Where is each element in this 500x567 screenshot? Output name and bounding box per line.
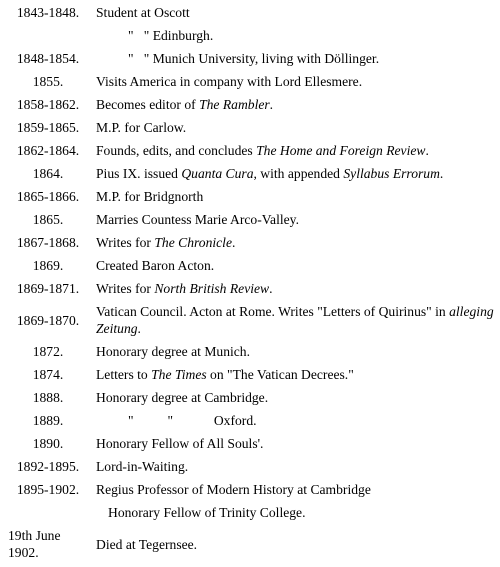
date-cell (0, 501, 96, 524)
table-row (0, 162, 500, 185)
event-cell (96, 47, 500, 70)
event-cell: Honorary degree at Cambridge. (96, 390, 269, 405)
event-text: Vatican Council. Acton at Rome. Writes "Letters of Quirinus" in (96, 304, 450, 319)
table-row (0, 70, 500, 93)
table-row (0, 139, 500, 162)
event-italic: The Chronicle (154, 235, 232, 250)
event-text: . (137, 321, 141, 336)
event-cell (96, 501, 500, 524)
event-cell: Created Baron Acton. (96, 258, 215, 273)
event-cell: Died at Tegernsee. (96, 536, 198, 552)
table-row (0, 363, 500, 386)
event-cell (96, 231, 500, 254)
event-cell: Student at Oscott (96, 4, 190, 20)
date-cell: 19th June 1902. (8, 528, 61, 560)
date-cell: 1848-1854. (16, 51, 80, 66)
date-cell: 1865. (32, 212, 64, 227)
date-cell: 1843-1848. (16, 4, 80, 20)
table-row (0, 300, 500, 340)
event-cell: Honorary Fellow of All Souls'. (96, 436, 264, 451)
table-row (0, 231, 500, 254)
date-cell: 1869-1871. (16, 281, 80, 296)
event-text: Writes for (96, 235, 155, 250)
event-text: . (439, 166, 444, 181)
date-cell: 1874. (32, 367, 64, 382)
date-cell: 1890. (32, 436, 64, 451)
event-italic: Quanta Cura (181, 166, 254, 181)
event-cell (96, 24, 500, 47)
table-row (0, 24, 500, 47)
table-row (0, 47, 500, 70)
event-text: Honorary Fellow of Trinity College. (108, 505, 306, 520)
table-row (0, 455, 500, 478)
date-cell: 1864. (32, 166, 64, 181)
date-cell: 1869-1870. (16, 312, 80, 328)
table-row (0, 254, 500, 277)
table-row (0, 501, 500, 524)
event-italic: The Rambler (199, 97, 270, 112)
date-cell: 1867-1868. (16, 235, 80, 250)
event-cell: M.P. for Bridgnorth (96, 189, 204, 204)
event-cell (96, 300, 500, 340)
event-text: " " Munich University, living with Döllinger. (128, 51, 380, 66)
event-text: Becomes editor of (96, 97, 200, 112)
date-cell (0, 24, 96, 47)
event-text: . (425, 143, 429, 158)
table-row (0, 93, 500, 116)
date-cell: 1889. (32, 413, 64, 428)
table-row (0, 185, 500, 208)
table-row (0, 0, 500, 24)
event-italic: North British Review (154, 281, 270, 296)
event-text: , with appended (253, 166, 344, 181)
table-row (0, 409, 500, 432)
date-cell: 1865-1866. (16, 189, 80, 204)
event-italic: Syllabus Errorum (343, 166, 440, 181)
table-row (0, 208, 500, 231)
event-cell (96, 409, 500, 432)
table-row (0, 524, 500, 564)
date-cell: 1862-1864. (16, 143, 80, 158)
event-cell: Marries Countess Marie Arco-Valley. (96, 212, 299, 227)
date-cell: 1858-1862. (16, 97, 80, 112)
event-text: . (269, 97, 274, 112)
date-cell: 1859-1865. (16, 120, 80, 135)
event-text: Founds, edits, and concludes (96, 143, 257, 158)
event-cell: M.P. for Carlow. (96, 120, 187, 135)
date-cell: 1895-1902. (16, 482, 80, 497)
event-cell: Regius Professor of Modern History at Cambridge (96, 482, 371, 497)
table-row (0, 116, 500, 139)
event-cell: Visits America in company with Lord Ellesmere. (96, 74, 363, 89)
event-text: Pius IX. issued (96, 166, 182, 181)
event-text: Letters to (96, 367, 152, 382)
event-text: Writes for (96, 281, 155, 296)
table-row (0, 432, 500, 455)
event-cell: Honorary degree at Munich. (96, 344, 251, 359)
date-cell: 1872. (32, 344, 64, 359)
event-italic: The Times (151, 367, 207, 382)
event-cell (96, 363, 500, 386)
table-row (0, 386, 500, 409)
event-text: . (269, 281, 273, 296)
event-text: . (232, 235, 236, 250)
event-cell (96, 139, 500, 162)
event-text: " " Edinburgh. (128, 28, 214, 43)
event-cell (96, 277, 500, 300)
event-cell: Lord-in-Waiting. (96, 459, 189, 474)
date-cell: 1869. (32, 258, 64, 273)
date-cell: 1888. (32, 390, 64, 405)
event-text: on "The Vatican Decrees." (206, 367, 354, 382)
date-cell: 1892-1895. (16, 459, 80, 474)
table-row (0, 277, 500, 300)
event-italic: The Home and Foreign Review (256, 143, 426, 158)
event-italic: alleging Zeitung (96, 304, 494, 336)
table-row (0, 478, 500, 501)
event-text: " " Oxford. (128, 413, 257, 428)
date-cell: 1855. (32, 74, 64, 89)
event-cell (96, 162, 500, 185)
table-row (0, 340, 500, 363)
event-cell (96, 93, 500, 116)
